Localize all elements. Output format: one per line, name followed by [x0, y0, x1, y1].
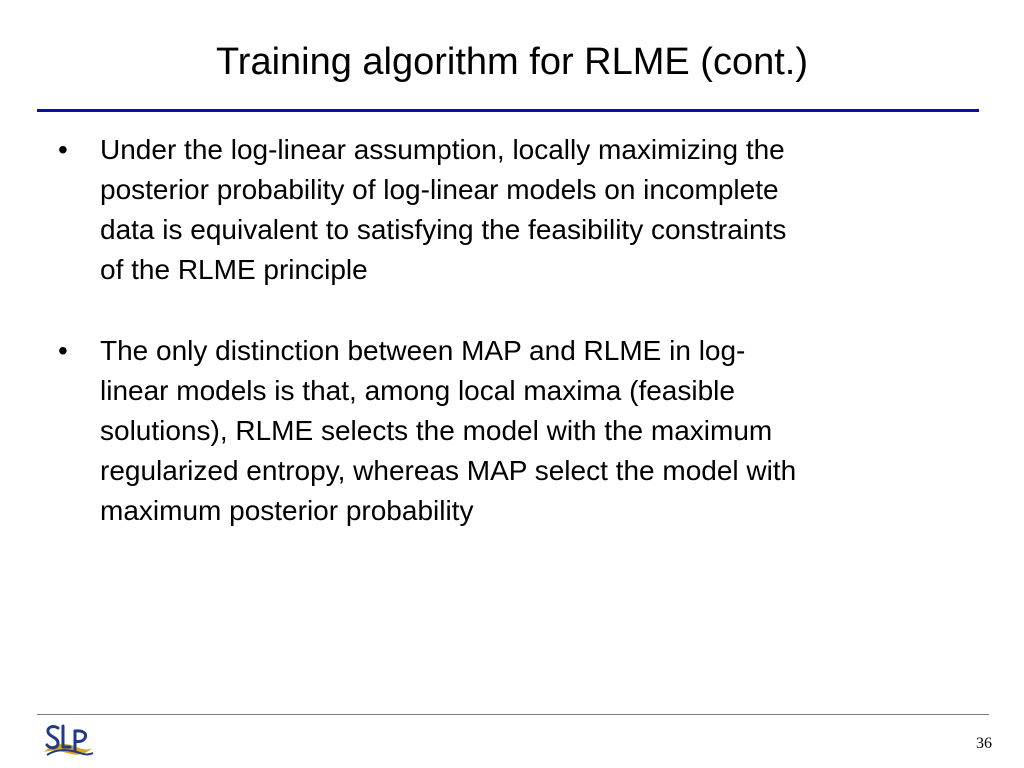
bullet-item-1 — [58, 130, 958, 290]
footer-divider — [37, 714, 989, 715]
bullet-marker: • — [58, 335, 68, 366]
bullet-text-line: Under the log-linear assumption, locally maximizing the — [100, 134, 785, 165]
slp-logo-icon — [40, 722, 94, 762]
bullet-text-line: regularized entropy, whereas MAP select the model with — [100, 455, 797, 486]
bullet-item-2 — [58, 331, 958, 531]
bullet-text-line: solutions), RLME selects the model with the maximum — [100, 415, 773, 446]
bullet-text-line: The only distinction between MAP and RLME in log- — [100, 335, 746, 366]
slide-title: Training algorithm for RLME (cont.) — [215, 41, 808, 83]
bullet-text-line: linear models is that, among local maxima (feasible — [100, 375, 735, 406]
bullet-text-line: of the RLME principle — [100, 254, 368, 285]
bullet-text-line: data is equivalent to satisfying the feasibility constraints — [100, 214, 787, 245]
bullet-text-line: maximum posterior probability — [100, 495, 474, 526]
bullet-marker: • — [58, 134, 68, 165]
bullet-list — [58, 130, 958, 572]
page-number: 36 — [976, 735, 992, 752]
title-divider — [37, 109, 979, 112]
bullet-text-line: posterior probability of log-linear models on incomplete — [100, 174, 779, 205]
